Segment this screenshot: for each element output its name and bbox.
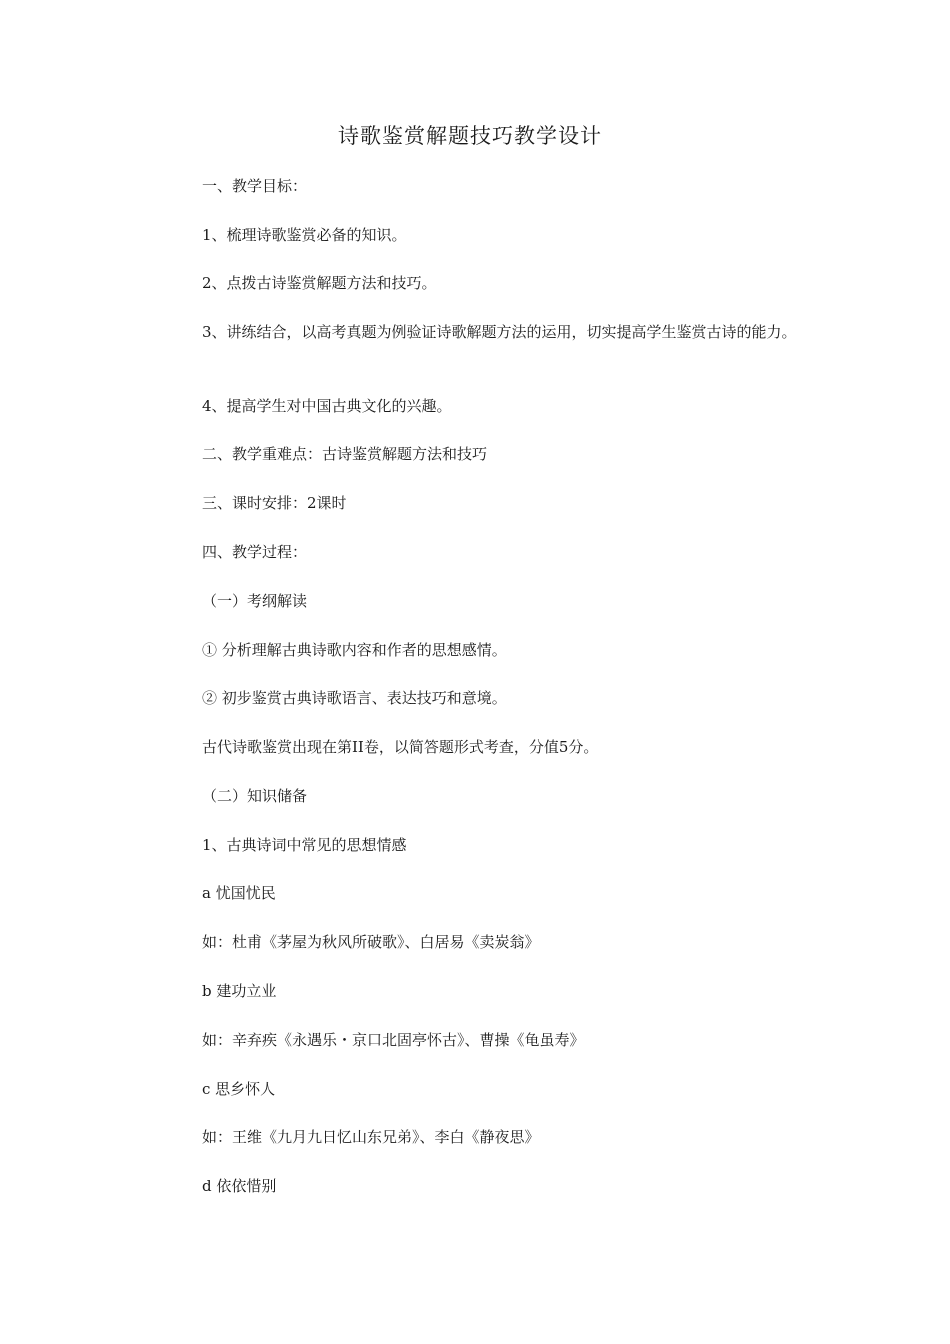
syllabus-item-1: ① 分析理解古典诗歌内容和作者的思想感情。: [202, 641, 507, 659]
heading-teaching-goals: 一、教学目标：: [202, 177, 308, 195]
document-title: 诗歌鉴赏解题技巧教学设计: [338, 124, 602, 148]
example-c: 如：王维《九月九日忆山东兄弟》、李白《静夜思》: [202, 1128, 540, 1146]
goal-item-3: 3、讲练结合，以高考真题为例验证诗歌解题方法的运用，切实提高学生鉴赏古诗的能力。: [202, 323, 797, 341]
goal-item-4: 4、提高学生对中国古典文化的兴趣。: [202, 397, 452, 415]
example-a: 如：杜甫《茅屋为秋风所破歌》、白居易《卖炭翁》: [202, 933, 540, 951]
subheading-knowledge: （二）知识储备: [202, 787, 308, 805]
example-b: 如：辛弃疾《永遇乐・京口北固亭怀古》、曹操《龟虽寿》: [202, 1031, 585, 1049]
knowledge-item-1: 1、古典诗词中常见的思想情感: [202, 836, 407, 854]
heading-process: 四、教学过程：: [202, 543, 308, 561]
syllabus-item-2: ② 初步鉴赏古典诗歌语言、表达技巧和意境。: [202, 689, 507, 707]
heading-key-points: 二、教学重难点：古诗鉴赏解题方法和技巧: [202, 445, 488, 463]
goal-item-1: 1、梳理诗歌鉴赏必备的知识。: [202, 226, 407, 244]
emotion-b: b 建功立业: [202, 982, 277, 1000]
goal-item-2: 2、点拨古诗鉴赏解题方法和技巧。: [202, 274, 437, 292]
heading-schedule: 三、课时安排：2课时: [202, 494, 347, 512]
exam-note: 古代诗歌鉴赏出现在第II卷，以简答题形式考查，分值5分。: [202, 738, 599, 756]
emotion-c: c 思乡怀人: [202, 1080, 276, 1098]
emotion-d: d 依依惜别: [202, 1177, 277, 1195]
subheading-syllabus: （一）考纲解读: [202, 592, 308, 610]
emotion-a: a 忧国忧民: [202, 884, 276, 902]
